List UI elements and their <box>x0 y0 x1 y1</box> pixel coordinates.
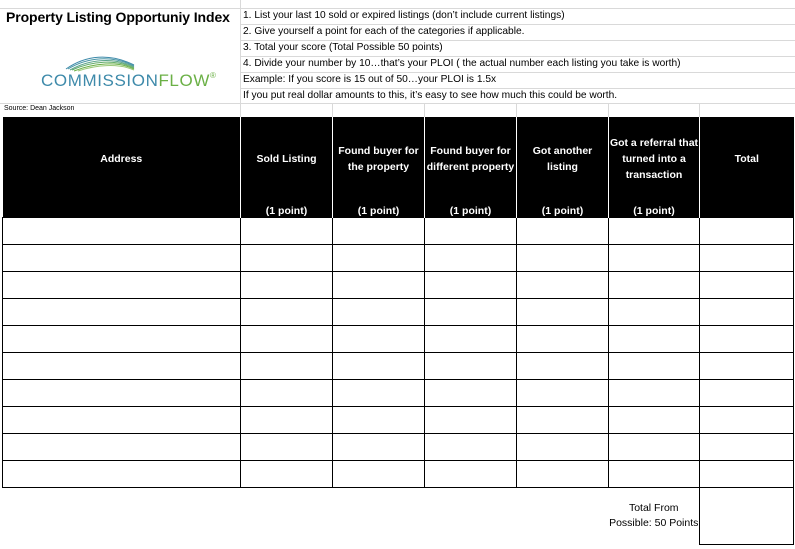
col-header-sold-listing: Sold Listing <box>241 117 333 201</box>
row-total-cell[interactable] <box>700 245 794 272</box>
table-row <box>3 461 794 488</box>
logo-swoosh-icon <box>38 51 208 73</box>
found-buyer-property-cell[interactable] <box>333 245 425 272</box>
got-another-listing-cell[interactable] <box>517 299 609 326</box>
sold-listing-cell[interactable] <box>241 461 333 488</box>
found-buyer-property-cell[interactable] <box>333 380 425 407</box>
instructions-list <box>243 8 681 104</box>
logo-text-commission: COMMISSION <box>41 71 159 90</box>
sold-listing-cell[interactable] <box>241 245 333 272</box>
found-buyer-different-cell[interactable] <box>425 461 517 488</box>
found-buyer-property-cell[interactable] <box>333 272 425 299</box>
row-total-cell[interactable] <box>700 218 794 245</box>
col-header-address: Address <box>3 117 241 201</box>
referral-cell[interactable] <box>609 299 700 326</box>
address-cell[interactable] <box>3 407 241 434</box>
footer-row <box>3 488 794 545</box>
table-row <box>3 380 794 407</box>
row-total-cell[interactable] <box>700 461 794 488</box>
found-buyer-different-cell[interactable] <box>425 380 517 407</box>
col-header-got-another-listing: Got another listing <box>517 117 609 201</box>
row-total-cell[interactable] <box>700 272 794 299</box>
commission-flow-logo <box>38 51 217 93</box>
found-buyer-property-cell[interactable] <box>333 461 425 488</box>
row-total-cell[interactable] <box>700 353 794 380</box>
listing-table <box>2 117 794 545</box>
instruction-line: Example: If you score is 15 out of 50…your PLOI is 1.5x <box>243 74 497 85</box>
col-header-total: Total <box>700 117 794 201</box>
got-another-listing-cell[interactable] <box>517 434 609 461</box>
referral-cell[interactable] <box>609 272 700 299</box>
source-note: Source: Dean Jackson <box>4 105 75 112</box>
got-another-listing-cell[interactable] <box>517 218 609 245</box>
found-buyer-property-cell[interactable] <box>333 434 425 461</box>
referral-cell[interactable] <box>609 218 700 245</box>
table-row <box>3 272 794 299</box>
table-row <box>3 299 794 326</box>
row-total-cell[interactable] <box>700 299 794 326</box>
got-another-listing-cell[interactable] <box>517 380 609 407</box>
table-row <box>3 245 794 272</box>
page-title: Property Listing Opportuniy Index <box>6 9 230 25</box>
row-total-cell[interactable] <box>700 434 794 461</box>
found-buyer-different-cell[interactable] <box>425 272 517 299</box>
sold-listing-cell[interactable] <box>241 272 333 299</box>
table-row <box>3 326 794 353</box>
table-row <box>3 353 794 380</box>
found-buyer-different-cell[interactable] <box>425 353 517 380</box>
instruction-line: 4. Divide your number by 10…that’s your PLOI ( the actual number each listing you take is worth) <box>243 58 681 69</box>
total-from-possible-label: Total From Possible: 50 Points <box>609 501 699 530</box>
sold-listing-cell[interactable] <box>241 299 333 326</box>
row-total-cell[interactable] <box>700 326 794 353</box>
points-cell: (1 point) <box>517 201 609 218</box>
table-row <box>3 218 794 245</box>
table-row <box>3 407 794 434</box>
instruction-line: If you put real dollar amounts to this, it’s easy to see how much this could be worth. <box>243 90 618 101</box>
address-cell[interactable] <box>3 380 241 407</box>
row-total-cell[interactable] <box>700 407 794 434</box>
logo-wordmark <box>41 71 216 91</box>
got-another-listing-cell[interactable] <box>517 326 609 353</box>
got-another-listing-cell[interactable] <box>517 461 609 488</box>
referral-cell[interactable] <box>609 434 700 461</box>
referral-cell[interactable] <box>609 326 700 353</box>
col-header-found-buyer-different: Found buyer for different property <box>425 117 517 201</box>
grand-total-cell[interactable] <box>700 488 794 545</box>
sold-listing-cell[interactable] <box>241 380 333 407</box>
found-buyer-property-cell[interactable] <box>333 218 425 245</box>
row-total-cell[interactable] <box>700 380 794 407</box>
logo-text-flow: FLOW <box>158 71 210 90</box>
points-cell: (1 point) <box>333 201 425 218</box>
footer-blank <box>3 488 609 545</box>
table-row <box>3 434 794 461</box>
address-cell[interactable] <box>3 434 241 461</box>
points-cell: (1 point) <box>241 201 333 218</box>
referral-cell[interactable] <box>609 461 700 488</box>
header-row <box>3 117 794 201</box>
registered-mark: ® <box>209 71 217 80</box>
address-cell[interactable] <box>3 326 241 353</box>
found-buyer-different-cell[interactable] <box>425 326 517 353</box>
found-buyer-different-cell[interactable] <box>425 245 517 272</box>
found-buyer-different-cell[interactable] <box>425 407 517 434</box>
col-header-found-buyer-property: Found buyer for the property <box>333 117 425 201</box>
points-cell <box>3 201 241 218</box>
found-buyer-different-cell[interactable] <box>425 434 517 461</box>
address-cell[interactable] <box>3 245 241 272</box>
got-another-listing-cell[interactable] <box>517 353 609 380</box>
found-buyer-property-cell[interactable] <box>333 326 425 353</box>
got-another-listing-cell[interactable] <box>517 272 609 299</box>
address-cell[interactable] <box>3 299 241 326</box>
sold-listing-cell[interactable] <box>241 407 333 434</box>
instruction-line: 2. Give yourself a point for each of the categories if applicable. <box>243 26 525 37</box>
data-rows <box>3 218 794 488</box>
address-cell[interactable] <box>3 272 241 299</box>
address-cell[interactable] <box>3 461 241 488</box>
points-row <box>3 201 794 218</box>
address-cell[interactable] <box>3 218 241 245</box>
found-buyer-property-cell[interactable] <box>333 407 425 434</box>
found-buyer-different-cell[interactable] <box>425 218 517 245</box>
address-cell[interactable] <box>3 353 241 380</box>
referral-cell[interactable] <box>609 245 700 272</box>
sold-listing-cell[interactable] <box>241 326 333 353</box>
points-cell: (1 point) <box>609 201 700 218</box>
referral-cell[interactable] <box>609 380 700 407</box>
instruction-line: 3. Total your score (Total Possible 50 points) <box>243 42 443 53</box>
instruction-line: 1. List your last 10 sold or expired listings (don’t include current listings) <box>243 10 565 21</box>
referral-cell[interactable] <box>609 353 700 380</box>
found-buyer-property-cell[interactable] <box>333 299 425 326</box>
found-buyer-different-cell[interactable] <box>425 299 517 326</box>
sold-listing-cell[interactable] <box>241 434 333 461</box>
got-another-listing-cell[interactable] <box>517 245 609 272</box>
referral-cell[interactable] <box>609 407 700 434</box>
points-cell <box>700 201 794 218</box>
col-header-referral: Got a referral that turned into a transaction <box>609 117 700 201</box>
sold-listing-cell[interactable] <box>241 353 333 380</box>
sold-listing-cell[interactable] <box>241 218 333 245</box>
got-another-listing-cell[interactable] <box>517 407 609 434</box>
found-buyer-property-cell[interactable] <box>333 353 425 380</box>
points-cell: (1 point) <box>425 201 517 218</box>
